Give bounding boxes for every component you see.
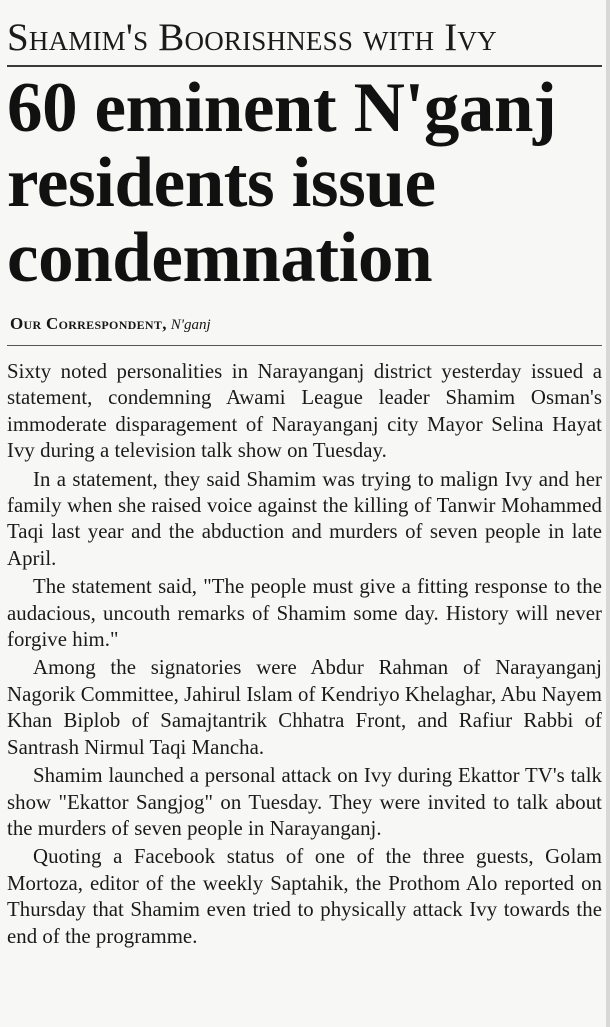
byline-rule [7, 345, 602, 346]
top-rule [7, 65, 602, 67]
headline: 60 eminent N'ganj residents issue condemnation [7, 69, 557, 297]
kicker-headline: Shamim's Boorishness with Ivy [7, 16, 497, 59]
byline-author: Our Correspondent, [10, 314, 167, 333]
byline-location: N'ganj [170, 317, 211, 333]
paragraph-1: Sixty noted personalities in Narayanganj district yesterday issued a statement, condemning Awami League leader Shamim Osman's immoderate disparagement of Narayanganj city Mayor Selina Hayat Ivy during a television talk show on Tuesday. [7, 360, 602, 463]
paragraph-6: Quoting a Facebook status of one of the three guests, Golam Mortoza, editor of the weekly Saptahik, the Prothom Alo reported on Thursday that Shamim even tried to physically attack Ivy towards the end of the programme. [7, 845, 602, 948]
clipping-edge [606, 0, 610, 1027]
article-body [7, 359, 602, 950]
byline [10, 314, 602, 335]
paragraph-5: Shamim launched a personal attack on Ivy during Ekattor TV's talk show "Ekattor Sangjog" on Tuesday. They were invited to talk about the murders of seven people in Narayanganj. [7, 764, 602, 840]
paragraph-2: In a statement, they said Shamim was trying to malign Ivy and her family when she raised voice against the killing of Tanwir Mohammed Taqi last year and the abduction and murders of seven people in late April. [7, 467, 602, 570]
paragraph-3: The statement said, "The people must give a fitting response to the audacious, uncouth remarks of Shamim some day. History will never forgive him." [7, 575, 602, 652]
paragraph-4: Among the signatories were Abdur Rahman of Narayanganj Nagorik Committee, Jahirul Islam of Kendriyo Khelaghar, Abu Nayem Khan Biplob of Samajtantrik Chhatra Front, and Rafiur Rabbi of Santrash Nirmul Taqi Mancha. [7, 656, 602, 759]
